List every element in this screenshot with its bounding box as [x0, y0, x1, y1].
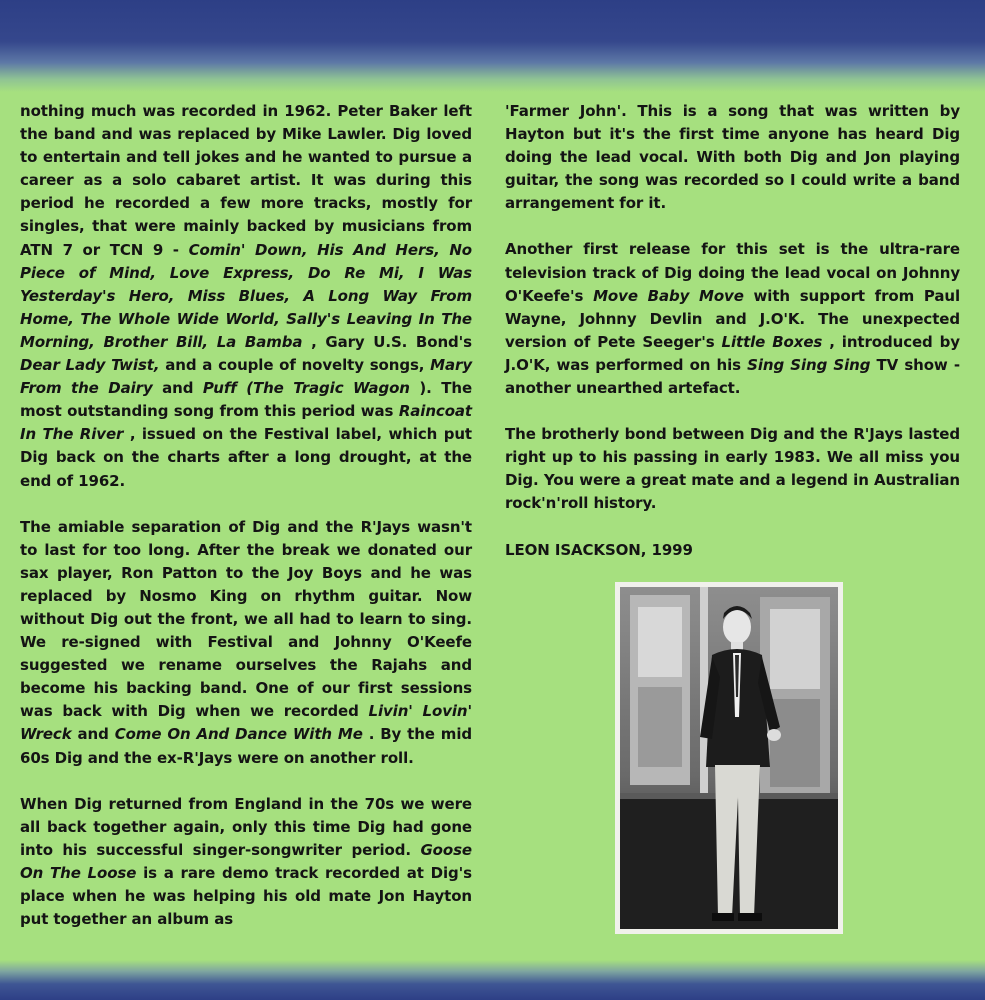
- bottom-decorative-band: [0, 960, 985, 1000]
- text-run: , issued on the Festival label, which put Dig back on the charts after a long drought, at the end of 1962.: [20, 425, 472, 490]
- right-paragraph-1: [505, 100, 960, 215]
- song-title: Comin' Down, His And Hers, No Piece of Mind, Love Express, Do Re Mi, I Was Yesterday's Hero, Miss Blues, A Long Way From Home, The Whole Wide World, Sally's Leaving In The Morning, Brother Bill, La Bamba: [20, 240, 472, 351]
- top-decorative-band: [0, 0, 985, 92]
- left-text-column: [20, 100, 472, 954]
- song-title: Livin' Lovin' Wreck: [20, 702, 472, 744]
- text-run: . By the mid 60s Dig and the ex-R'Jays were on another roll.: [20, 725, 473, 767]
- right-text-column: [505, 100, 960, 562]
- text-run: , introduced by J.O'K, was performed on his: [505, 332, 960, 374]
- author-signature: LEON ISACKSON, 1999: [505, 540, 693, 559]
- text-run: , Gary U.S. Bond's: [302, 332, 472, 351]
- text-run: with support from Paul Wayne, Johnny Devlin and J.O'K. The unexpected version of Pete Seeger's: [505, 286, 960, 351]
- text-run: TV show - another unearthed artefact.: [505, 355, 960, 398]
- song-title: Sing Sing Sing: [747, 355, 871, 374]
- song-title: Little Boxes: [721, 332, 823, 351]
- singer-photo-image: [620, 587, 838, 929]
- song-title: Goose On The Loose: [20, 840, 472, 882]
- text-run: nothing much was recorded in 1962. Peter Baker left the band and was replaced by Mike Lawler. Dig loved to entertain and tell jokes and he wanted to pursue a career as a solo cabaret artist. It was during this period he recorded a few more tracks, mostly for singles, that were mainly backed by musicians from ATN 7 or TCN 9 -: [20, 102, 472, 259]
- left-paragraph-2: [20, 516, 472, 770]
- text-run: and: [71, 725, 115, 744]
- text-run: and: [152, 379, 203, 398]
- song-title: Mary From the Dairy: [20, 356, 472, 398]
- song-title: Dear Lady Twist,: [20, 356, 160, 375]
- song-title: Come On And Dance With Me: [114, 725, 363, 744]
- singer-photo: [615, 582, 843, 934]
- text-run: When Dig returned from England in the 70s we were all back together again, only this time Dig had gone into his successful singer-songwriter period.: [20, 794, 472, 859]
- text-run: is a rare demo track recorded at Dig's place when he was helping his old mate Jon Hayton put together an album as: [20, 863, 472, 929]
- song-title: Puff (The Tragic Wagon: [202, 379, 410, 398]
- text-run: The brotherly bond between Dig and the R'Jays lasted right up to his passing in early 1983. We all miss you Dig. You were a great mate and a legend in Australian rock'n'roll history.: [505, 425, 960, 513]
- left-paragraph-3: [20, 793, 472, 932]
- right-paragraph-2: [505, 238, 960, 400]
- right-paragraph-3: [505, 423, 960, 515]
- text-run: and a couple of novelty songs,: [159, 356, 431, 375]
- left-paragraph-1: [20, 100, 472, 493]
- text-run: Another first release for this set is the ultra-rare television track of Dig doing the lead vocal on Johnny O'Keefe's: [505, 240, 960, 305]
- song-title: Move Baby Move: [593, 286, 744, 305]
- text-run: ). The most outstanding song from this period was: [20, 379, 473, 421]
- text-run: 'Farmer John'. This is a song that was written by Hayton but it's the first time anyone has heard Dig doing the lead vocal. With both Dig and Jon playing guitar, the song was recorded so I could write a band arrangement for it.: [505, 102, 960, 213]
- text-run: The amiable separation of Dig and the R'Jays wasn't to last for too long. After the break we donated our sax player, Ron Patton to the Joy Boys and he was replaced by Nosmo King on rhythm guitar. Now without Dig out the front, we all had to learn to sing. We re-signed with Festival and Johnny O'Keefe suggested we rename ourselves the Rajahs and become his backing band. One of our first sessions was back with Dig when we recorded: [20, 517, 472, 721]
- song-title: Raincoat In The River: [20, 402, 472, 444]
